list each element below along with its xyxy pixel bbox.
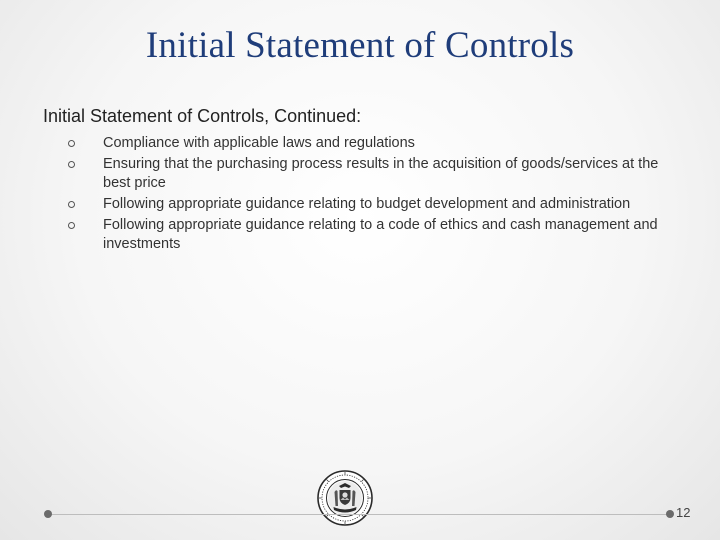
- bullet-text: Ensuring that the purchasing process results in the acquisition of goods/services at the best price: [103, 156, 659, 191]
- hollow-circle-bullet-icon: [68, 140, 75, 147]
- hollow-circle-bullet-icon: [68, 161, 75, 168]
- bullet-item: [64, 195, 684, 214]
- footer-divider: [48, 514, 670, 515]
- bullet-text: Following appropriate guidance relating to budget development and administration: [103, 196, 631, 212]
- slide-title: Initial Statement of Controls: [145, 25, 575, 66]
- bullet-item: [64, 216, 684, 254]
- bullet-text: Following appropriate guidance relating to a code of ethics and cash management and investments: [103, 217, 658, 252]
- hollow-circle-bullet-icon: [68, 222, 75, 229]
- footer-left-dot-icon: [44, 510, 52, 518]
- bullet-list: [64, 134, 684, 256]
- bullet-item: [64, 155, 684, 193]
- slide-subtitle: Initial Statement of Controls, Continued:: [43, 106, 362, 126]
- hollow-circle-bullet-icon: [68, 201, 75, 208]
- bullet-text: Compliance with applicable laws and regulations: [103, 135, 415, 151]
- bullet-item: [64, 134, 684, 153]
- footer-right-dot-icon: [666, 510, 674, 518]
- state-seal-icon: [316, 469, 374, 527]
- page-number: 12: [676, 505, 691, 520]
